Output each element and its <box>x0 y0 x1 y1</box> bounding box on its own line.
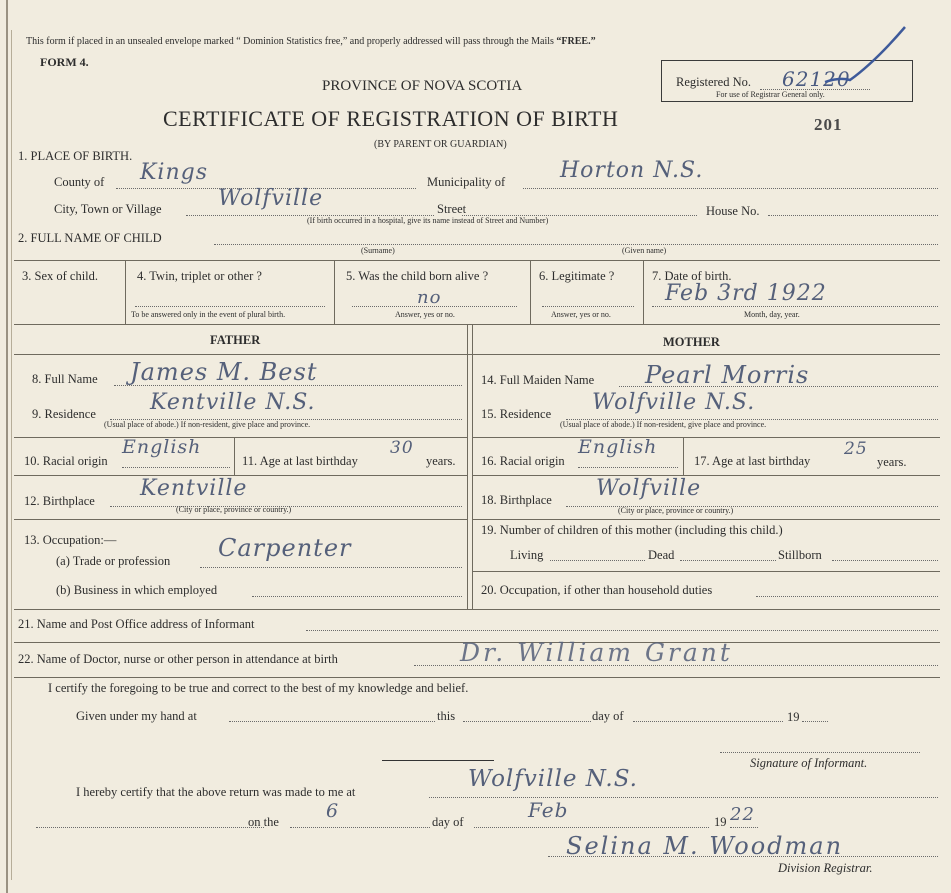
business-line <box>252 596 462 597</box>
divider <box>14 677 940 678</box>
mother-birthplace-label: 18. Birthplace <box>481 493 552 507</box>
dob-value: Feb 3rd 1922 <box>665 281 827 306</box>
registrar-year-line <box>730 827 758 828</box>
stamp-number: 201 <box>814 115 843 134</box>
mail-notice: This form if placed in an unsealed envelope marked “ Dominion Statistics free,” and properly addressed will pass through the Mails “FREE.” <box>26 36 596 47</box>
trade-line <box>200 567 462 568</box>
father-name-label: 8. Full Name <box>32 372 98 386</box>
legitimate-label: 6. Legitimate ? <box>539 269 615 283</box>
divider <box>530 260 531 324</box>
this-label: this <box>437 709 456 723</box>
given-name-note: (Given name) <box>622 246 667 255</box>
mother-years: years. <box>877 455 907 469</box>
occupation-label: 13. Occupation:— <box>24 533 117 547</box>
divider <box>234 437 235 475</box>
certify-statement: I certify the foregoing to be true and correct to the best of my knowledge and belief. <box>48 681 469 695</box>
municipality-value: Horton N.S. <box>560 158 704 183</box>
divider <box>14 260 940 261</box>
trade-label: (a) Trade or profession <box>56 554 171 568</box>
father-birthplace-label: 12. Birthplace <box>24 494 95 508</box>
doctor-value: Dr. William Grant <box>460 638 733 667</box>
registrar-signature: Selina M. Woodman <box>566 832 844 860</box>
twin-line <box>135 306 325 307</box>
divider <box>472 519 940 520</box>
surname-note: (Surname) <box>361 246 395 255</box>
informant-signature-label: Signature of Informant. <box>750 756 868 770</box>
page-margin-line <box>11 30 12 880</box>
divider <box>14 519 467 520</box>
place-heading: 1. PLACE OF BIRTH. <box>18 149 133 163</box>
registrar-day-value: 6 <box>326 800 340 822</box>
divider <box>14 609 940 610</box>
trade-value: Carpenter <box>218 534 352 562</box>
mother-name-value: Pearl Morris <box>645 361 810 389</box>
parent-column-divider <box>467 324 468 609</box>
legitimate-note: Answer, yes or no. <box>551 310 611 319</box>
twin-label: 4. Twin, triplet or other ? <box>137 269 262 283</box>
sex-label: 3. Sex of child. <box>22 269 99 283</box>
child-name-line <box>214 244 938 245</box>
mother-racial-value: English <box>578 436 658 458</box>
divider <box>14 354 940 355</box>
page-edge <box>6 0 8 893</box>
mother-birthplace-value: Wolfville <box>596 476 702 501</box>
registrar-certify: I hereby certify that the above return was made to me at <box>76 785 356 799</box>
form-number: FORM 4. <box>40 55 89 69</box>
page-subtitle: (BY PARENT OR GUARDIAN) <box>374 139 507 150</box>
mother-residence-label: 15. Residence <box>481 407 552 421</box>
mother-racial-line <box>578 467 678 468</box>
legitimate-line <box>542 306 634 307</box>
registrar-month-line <box>474 827 709 828</box>
household-line <box>756 596 938 597</box>
registrar-day-line <box>290 827 430 828</box>
mother-residence-value: Wolfville N.S. <box>592 390 756 415</box>
hospital-note: (If birth occurred in a hospital, give its name instead of Street and Number) <box>307 216 549 225</box>
mother-age-value: 25 <box>844 439 868 459</box>
father-birthplace-value: Kentville <box>140 476 248 501</box>
mother-racial-label: 16. Racial origin <box>481 454 565 468</box>
separator-rule <box>382 760 494 761</box>
informant-signature-line <box>720 752 920 753</box>
dead-label: Dead <box>648 548 675 562</box>
city-label: City, Town or Village <box>54 202 162 216</box>
divider <box>14 324 940 325</box>
dob-line <box>652 306 938 307</box>
business-label: (b) Business in which employed <box>56 583 218 597</box>
county-label: County of <box>54 175 105 189</box>
house-label: House No. <box>706 204 760 218</box>
dob-label: 7. Date of birth. <box>652 269 732 283</box>
father-birthplace-note: (City or place, province or country.) <box>176 505 292 514</box>
divider <box>472 437 940 438</box>
registrar-year-value: 22 <box>730 804 755 825</box>
alive-note: Answer, yes or no. <box>395 310 455 319</box>
registrar-signature-label: Division Registrar. <box>778 861 873 875</box>
mother-heading: MOTHER <box>663 335 720 349</box>
dead-line <box>680 560 776 561</box>
registered-number: 62120 <box>782 67 851 91</box>
father-racial-value: English <box>122 436 202 458</box>
informant-line <box>306 630 938 631</box>
alive-value: no <box>417 287 442 308</box>
parent-column-divider <box>472 324 473 609</box>
registrar-place-value: Wolfville N.S. <box>468 766 638 792</box>
registrar-place-line <box>429 797 938 798</box>
given-year-line <box>802 721 828 722</box>
mother-age-label: 17. Age at last birthday <box>694 454 811 468</box>
father-residence-label: 9. Residence <box>32 407 96 421</box>
county-value: Kings <box>140 160 209 185</box>
municipality-label: Municipality of <box>427 175 506 189</box>
stillborn-label: Stillborn <box>778 548 822 562</box>
father-racial-label: 10. Racial origin <box>24 454 108 468</box>
divider <box>125 260 126 324</box>
informant-label: 21. Name and Post Office address of Informant <box>18 617 255 631</box>
house-line <box>768 215 938 216</box>
registrar-month-value: Feb <box>528 798 569 822</box>
father-name-value: James M. Best <box>130 358 318 386</box>
given-month-line <box>633 721 783 722</box>
divider <box>334 260 335 324</box>
father-age-value: 30 <box>390 438 414 458</box>
municipality-line <box>523 188 938 189</box>
mother-residence-note: (Usual place of abode.) If non-resident, give place and province. <box>560 420 767 429</box>
city-value: Wolfville <box>218 186 324 211</box>
father-residence-value: Kentville N.S. <box>150 390 316 415</box>
divider <box>683 437 684 475</box>
street-label: Street <box>437 202 467 216</box>
living-line <box>550 560 645 561</box>
page-title: CERTIFICATE OF REGISTRATION OF BIRTH <box>163 106 619 131</box>
mother-birthplace-note: (City or place, province or country.) <box>618 506 734 515</box>
divider <box>643 260 644 324</box>
given-dayof-label: day of <box>592 709 624 723</box>
children-label: 19. Number of children of this mother (including this child.) <box>481 523 783 537</box>
household-label: 20. Occupation, if other than household duties <box>481 583 713 597</box>
dob-note: Month, day, year. <box>744 310 800 319</box>
stillborn-line <box>832 560 938 561</box>
on-the-label: on the <box>248 815 279 829</box>
given-label: Given under my hand at <box>76 709 197 723</box>
father-residence-note: (Usual place of abode.) If non-resident, give place and province. <box>104 420 311 429</box>
registrar-lead-line <box>36 827 264 828</box>
given-year-prefix: 19 <box>787 710 800 724</box>
living-label: Living <box>510 548 544 562</box>
alive-label: 5. Was the child born alive ? <box>346 269 489 283</box>
province-heading: PROVINCE OF NOVA SCOTIA <box>322 78 523 94</box>
doctor-label: 22. Name of Doctor, nurse or other person in attendance at birth <box>18 652 338 666</box>
twin-note: To be answered only in the event of plural birth. <box>131 310 286 319</box>
registered-label: Registered No. <box>676 75 751 89</box>
mother-name-label: 14. Full Maiden Name <box>481 373 595 387</box>
divider <box>472 475 940 476</box>
given-day-line <box>463 721 591 722</box>
father-heading: FATHER <box>210 333 261 347</box>
divider <box>472 571 940 572</box>
father-years: years. <box>426 454 456 468</box>
registrar-dayof-label: day of <box>432 815 464 829</box>
father-age-label: 11. Age at last birthday <box>242 454 358 468</box>
registrar-signature-line <box>548 856 938 857</box>
registrar-year-prefix: 19 <box>714 815 727 829</box>
child-name-label: 2. FULL NAME OF CHILD <box>18 231 162 245</box>
registrar-note: For use of Registrar General only. <box>716 90 825 99</box>
check-mark-icon <box>820 22 910 92</box>
given-place-line <box>229 721 435 722</box>
father-racial-line <box>122 467 230 468</box>
